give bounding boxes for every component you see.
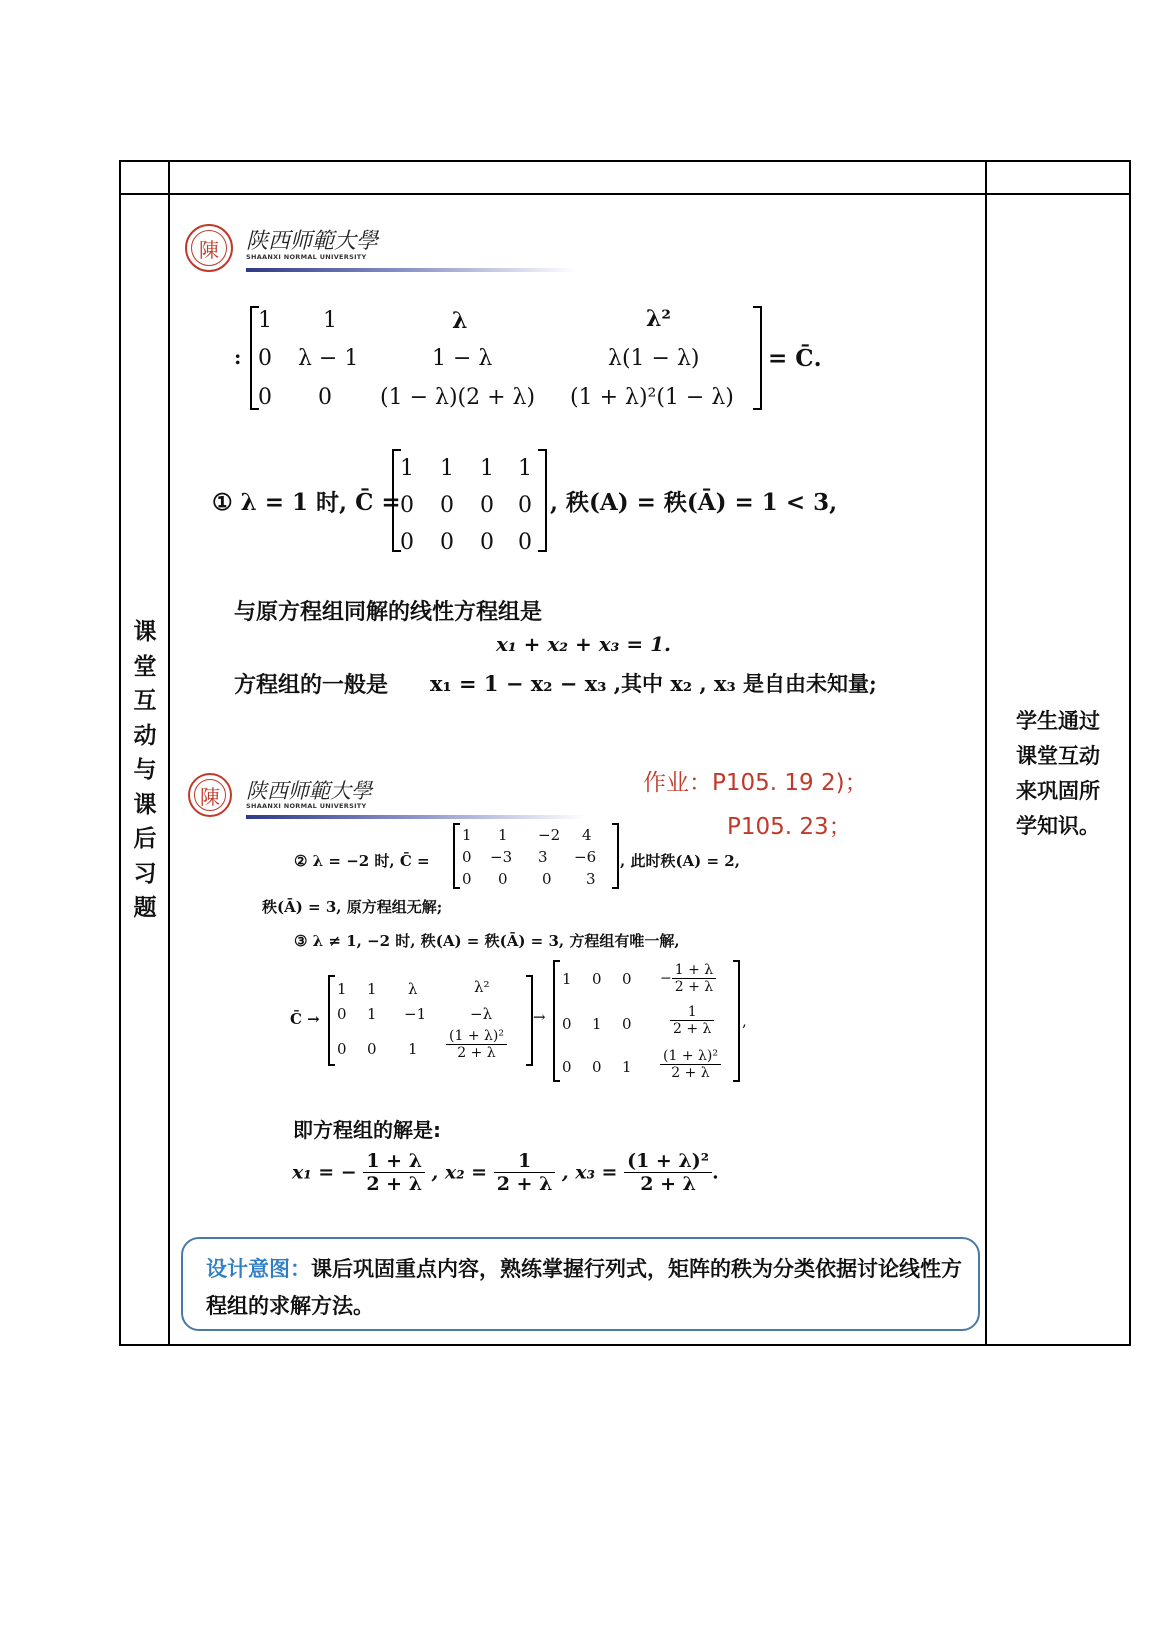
case1-prefix: ① λ = 1 时, C̄ =: [212, 489, 401, 516]
matR-cell: 0: [622, 1015, 632, 1033]
matrix-cell: 1: [323, 308, 337, 333]
arrow-prefix: C̄ →: [290, 1010, 320, 1028]
table-divider: [119, 193, 1131, 195]
design-intent-label: 设计意图：: [206, 1257, 311, 1281]
matrix-cell: λ: [452, 308, 468, 334]
matrix-cell: λ²: [646, 306, 672, 332]
matL-cell: λ²: [474, 978, 490, 996]
reduce-arrow: →: [533, 1008, 546, 1026]
bracket-right: [538, 449, 547, 552]
case1-matrix: 1 1 1 1 0 0 0 0 0 0 0 0: [400, 456, 532, 555]
matL-cell: −1: [404, 1005, 427, 1023]
matL-cell: 1: [367, 1005, 377, 1023]
solution-formula: x₁ = − $\frac{1 + \lambda}{2 + \lambda}$ , x₂ = $\frac{1}{2 + \lambda}$ , x₃ = $\frac{\text{(1 + λ)²}}{2 + \lambda}$ .: [292, 1150, 719, 1195]
case2-prefix: ② λ = −2 时, C̄ =: [294, 852, 430, 870]
university-name-en: SHAANXI NORMAL UNIVERSITY: [246, 253, 367, 261]
solution-label: 即方程组的解是:: [293, 1118, 441, 1142]
matL-cell: −λ: [470, 1005, 493, 1023]
design-intent-text: [206, 1251, 966, 1325]
matrix-suffix: = C̄.: [768, 345, 822, 372]
matR-cell: 1: [622, 1058, 632, 1076]
case2-line2: 秩(Ā) = 3, 原方程组无解;: [262, 898, 443, 916]
bracket-left: [453, 823, 460, 889]
matrix-cell: 0: [258, 346, 272, 371]
logo-underline: [246, 815, 586, 819]
matrix-cell: 1: [258, 308, 272, 333]
university-name-cn: 陕西师範大學: [246, 779, 372, 803]
matL-cell: 1: [367, 980, 377, 998]
matrix-prefix: :: [234, 345, 242, 369]
bracket-right: [526, 975, 533, 1066]
case2-matrix: 1 1 −2 4 0 −3 3 −6 0 0 0 3: [462, 826, 597, 888]
case3-line: ③ λ ≠ 1, −2 时, 秩(A) = 秩(Ā) = 3, 方程组有唯一解,: [294, 932, 680, 950]
design-intent-body: 课后巩固重点内容，熟练掌握行列式，矩阵的秩为分类依据讨论线性方程组的求解方法。: [206, 1257, 962, 1318]
matrix-comma: ,: [742, 1012, 747, 1030]
matR-frac: $\frac{1}{2 + \lambda}$: [670, 1004, 714, 1037]
matL-cell: 0: [337, 1005, 347, 1023]
bracket-right: [612, 823, 619, 889]
matrix-cell: 0: [318, 385, 332, 410]
university-name-cn: 陕西师範大學: [246, 229, 379, 254]
case2-suffix: , 此时秩(A) = 2,: [620, 852, 740, 870]
matL-cell: 0: [337, 1040, 347, 1058]
matL-frac: $\frac{\text{(1 + λ)²}}{2 + \lambda}$: [446, 1028, 507, 1061]
matrix-cell: λ(1 − λ): [608, 346, 700, 371]
university-seal-icon: 陳: [188, 773, 232, 817]
bracket-right: [753, 306, 762, 410]
logo-underline: [246, 268, 576, 272]
table-divider: [168, 160, 170, 1346]
matL-cell: 1: [337, 980, 347, 998]
matR-cell: 1: [562, 970, 572, 988]
matR-cell: 0: [562, 1058, 572, 1076]
bracket-left: [328, 975, 335, 1066]
general-prefix: 方程组的一般是: [234, 673, 389, 698]
table-divider: [985, 160, 987, 1346]
teacher-note: 学生通过 课堂互动 来巩固所 学知识。: [1016, 709, 1100, 838]
equation: x₁ + x₂ + x₃ = 1.: [496, 632, 671, 656]
matrix-cell: λ − 1: [298, 346, 359, 371]
homework-line2: P105. 23；: [727, 814, 852, 840]
university-name-en: SHAANXI NORMAL UNIVERSITY: [246, 802, 367, 810]
matrix-cell: (1 − λ)(2 + λ): [380, 385, 536, 410]
row-label: 课 堂 互 动 与 课 后 习 题: [133, 619, 157, 921]
matR-cell: 1: [592, 1015, 602, 1033]
matR-cell: 0: [622, 970, 632, 988]
general-formula: x₁ = 1 − x₂ − x₃ ,其中 x₂ , x₃ 是自由未知量;: [430, 671, 877, 696]
matR-cell: 0: [592, 1058, 602, 1076]
matR-frac: $\frac{\text{(1 + λ)²}}{2 + \lambda}$: [660, 1048, 721, 1081]
same-solution-text: 与原方程组同解的线性方程组是: [234, 600, 543, 625]
matrix-cell: 0: [258, 385, 272, 410]
bracket-right: [733, 960, 740, 1082]
homework-line1: 作业：P105. 19 2)；: [643, 770, 868, 796]
matL-cell: 1: [408, 1040, 418, 1058]
matrix-cell: (1 + λ)²(1 − λ): [570, 385, 734, 410]
bracket-left: [553, 960, 560, 1082]
matR-cell: 0: [562, 1015, 572, 1033]
matR-frac: − $\frac{1 + \lambda}{2 + \lambda}$: [660, 962, 716, 995]
matL-cell: λ: [408, 980, 418, 998]
matL-cell: 0: [367, 1040, 377, 1058]
university-seal-icon: 陳: [185, 224, 233, 272]
case1-suffix: , 秩(A) = 秩(Ā) = 1 < 3,: [550, 489, 838, 516]
matrix-cell: 1 − λ: [432, 346, 493, 371]
matR-cell: 0: [592, 970, 602, 988]
